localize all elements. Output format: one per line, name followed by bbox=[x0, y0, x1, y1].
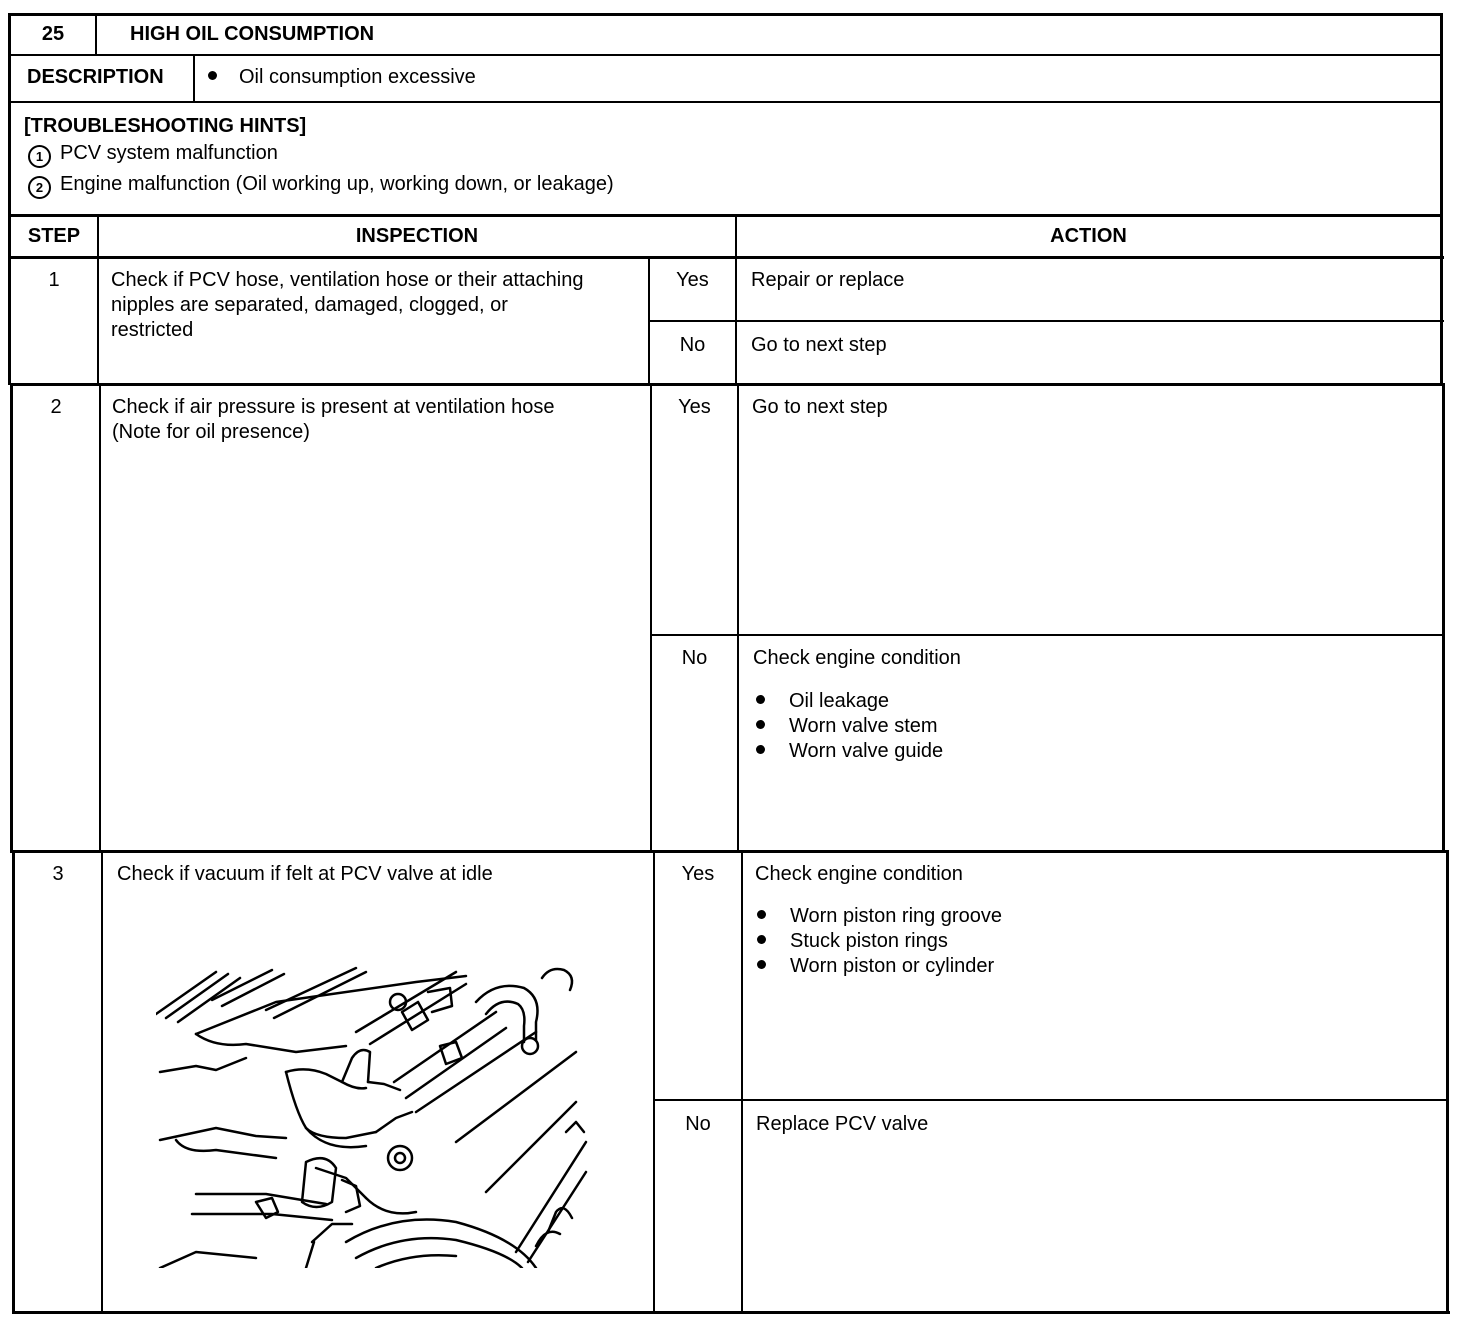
bullet-icon bbox=[208, 71, 217, 80]
border-bottom bbox=[14, 1311, 1450, 1314]
list-item: Worn valve guide bbox=[756, 739, 943, 764]
action-text: Check engine condition bbox=[753, 647, 961, 669]
divider bbox=[652, 634, 1444, 636]
divider bbox=[655, 1099, 1448, 1101]
list-item: Worn valve stem bbox=[756, 714, 943, 739]
step-number: 1 bbox=[48, 269, 60, 291]
inspection-line: nipples are separated, damaged, clogged, or bbox=[111, 294, 508, 316]
hints-heading: [TROUBLESHOOTING HINTS] bbox=[24, 115, 307, 137]
divider bbox=[101, 850, 103, 1314]
divider bbox=[741, 850, 743, 1314]
border-right bbox=[1440, 13, 1443, 385]
column-header-step: STEP bbox=[27, 225, 81, 247]
list-item: Worn piston or cylinder bbox=[757, 954, 1002, 979]
hint-item: 2 Engine malfunction (Oil working up, working down, or leakage) bbox=[28, 172, 614, 199]
circled-number-icon: 2 bbox=[28, 176, 51, 199]
bullet-list bbox=[756, 689, 943, 764]
bullet-icon bbox=[757, 960, 766, 969]
inspection-line: restricted bbox=[111, 319, 194, 341]
list-item: Worn piston ring groove bbox=[757, 904, 1002, 929]
bullet-icon bbox=[756, 695, 765, 704]
yes-label: Yes bbox=[681, 863, 715, 885]
no-label: No bbox=[681, 647, 708, 669]
bullet-list bbox=[757, 904, 1002, 979]
no-label: No bbox=[685, 1113, 711, 1135]
action-text: Replace PCV valve bbox=[756, 1113, 929, 1135]
action-text: Go to next step bbox=[751, 334, 887, 356]
divider bbox=[650, 383, 652, 853]
description-text: Oil consumption excessive bbox=[208, 65, 476, 90]
divider bbox=[737, 383, 739, 853]
divider bbox=[99, 383, 101, 853]
step-number: 2 bbox=[50, 396, 62, 418]
hint-item: 1 PCV system malfunction bbox=[28, 141, 278, 168]
divider bbox=[8, 54, 1442, 56]
column-header-action: ACTION bbox=[1050, 225, 1127, 247]
divider bbox=[8, 214, 1442, 217]
border-top bbox=[8, 13, 1442, 16]
yes-label: Yes bbox=[678, 396, 711, 418]
inspection-line: Check if vacuum if felt at PCV valve at idle bbox=[117, 863, 493, 885]
divider bbox=[95, 13, 97, 56]
list-item: Stuck piston rings bbox=[757, 929, 1002, 954]
divider bbox=[193, 54, 195, 103]
column-header-inspection: INSPECTION bbox=[355, 225, 479, 247]
divider bbox=[8, 101, 1442, 103]
divider bbox=[650, 320, 1444, 322]
border-left bbox=[10, 383, 13, 853]
inspection-line: (Note for oil presence) bbox=[112, 421, 310, 443]
action-text: Check engine condition bbox=[755, 863, 963, 885]
divider bbox=[10, 256, 1444, 259]
divider bbox=[12, 850, 1446, 853]
no-label: No bbox=[679, 334, 706, 356]
inspection-line: Check if PCV hose, ventilation hose or their attaching bbox=[111, 269, 584, 291]
action-text: Go to next step bbox=[752, 396, 888, 418]
bullet-icon bbox=[757, 910, 766, 919]
inspection-line: Check if air pressure is present at ventilation hose bbox=[112, 396, 555, 418]
border-right bbox=[1442, 383, 1445, 853]
bullet-icon bbox=[756, 745, 765, 754]
bullet-icon bbox=[756, 720, 765, 729]
list-item: Oil leakage bbox=[756, 689, 943, 714]
circled-number-icon: 1 bbox=[28, 145, 51, 168]
yes-label: Yes bbox=[676, 269, 709, 291]
pcv-valve-engine-illustration-icon bbox=[156, 962, 592, 1268]
divider bbox=[10, 383, 1444, 386]
section-title: HIGH OIL CONSUMPTION bbox=[130, 23, 375, 45]
border-right bbox=[1446, 850, 1449, 1314]
description-label: DESCRIPTION bbox=[27, 66, 164, 88]
step-number: 3 bbox=[52, 863, 64, 885]
border-left bbox=[8, 13, 11, 385]
divider bbox=[653, 850, 655, 1314]
section-number: 25 bbox=[41, 23, 65, 45]
border-left bbox=[12, 850, 15, 1314]
bullet-icon bbox=[757, 935, 766, 944]
action-text: Repair or replace bbox=[751, 269, 905, 291]
